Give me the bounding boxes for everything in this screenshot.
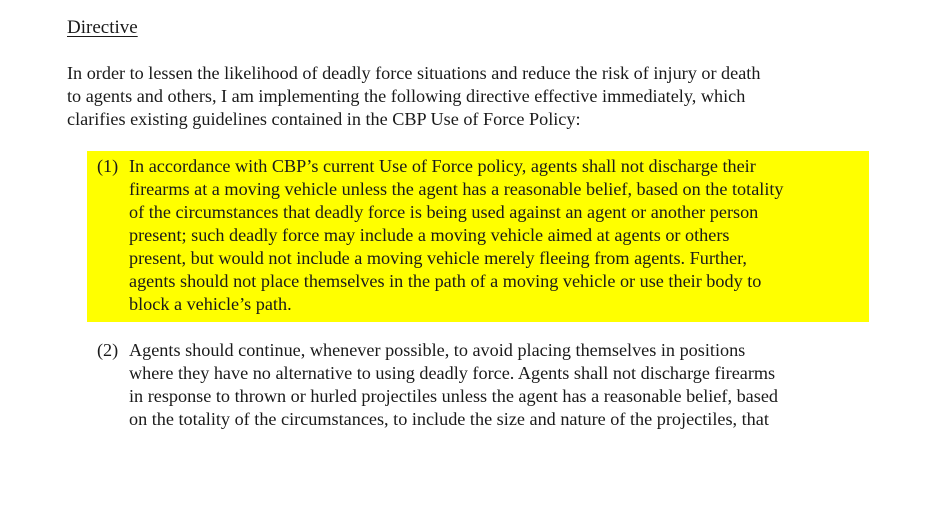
item-body <box>129 155 784 316</box>
section-heading: Directive <box>67 17 138 38</box>
item-line: agents should not place themselves in the path of a moving vehicle or use their body to <box>129 271 762 291</box>
intro-line: to agents and others, I am implementing the following directive effective immediately, which <box>67 86 746 106</box>
item-line: In accordance with CBP’s current Use of Force policy, agents shall not discharge their <box>129 156 756 176</box>
item-line: on the totality of the circumstances, to include the size and nature of the projectiles, that <box>129 409 769 429</box>
intro-paragraph <box>67 62 760 131</box>
item-line: in response to thrown or hurled projectiles unless the agent has a reasonable belief, based <box>129 386 778 406</box>
item-body <box>129 339 778 431</box>
item-line: block a vehicle’s path. <box>129 294 292 314</box>
item-line: of the circumstances that deadly force is being used against an agent or another person <box>129 202 759 222</box>
item-line: firearms at a moving vehicle unless the agent has a reasonable belief, based on the totality <box>129 179 784 199</box>
intro-line: In order to lessen the likelihood of deadly force situations and reduce the risk of injury or death <box>67 63 761 83</box>
item-number: (1) <box>97 156 119 176</box>
item-line: present, but would not include a moving vehicle merely fleeing from agents. Further, <box>129 248 747 268</box>
item-number: (2) <box>97 340 119 360</box>
item-line: present; such deadly force may include a moving vehicle aimed at agents or others <box>129 225 730 245</box>
item-line: where they have no alternative to using deadly force. Agents shall not discharge firearms <box>129 363 776 383</box>
intro-line: clarifies existing guidelines contained in the CBP Use of Force Policy: <box>67 109 581 129</box>
item-line: Agents should continue, whenever possible, to avoid placing themselves in positions <box>129 340 746 360</box>
